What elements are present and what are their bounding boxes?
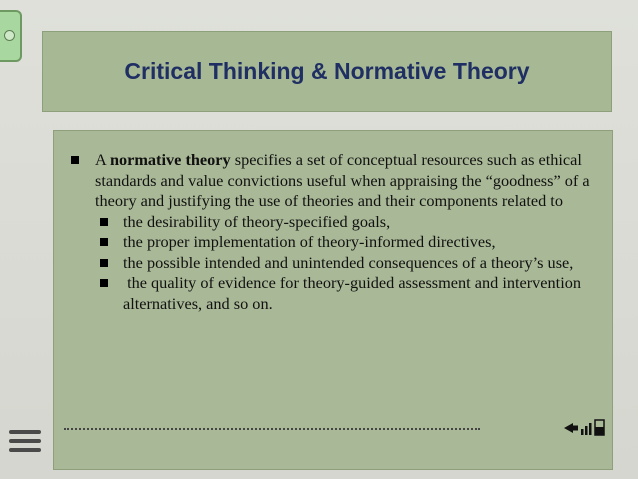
content-box	[53, 130, 613, 470]
square-bullet-icon	[100, 218, 108, 226]
hamburger-menu-icon[interactable]	[9, 430, 41, 460]
sub-bullet-item	[65, 253, 605, 274]
square-bullet-icon	[71, 156, 79, 164]
square-bullet-icon	[100, 259, 108, 267]
sub-bullet-text: the possible intended and unintended consequences of a theory’s use,	[123, 252, 574, 272]
sub-bullet-text: the proper implementation of theory-informed directives,	[123, 232, 496, 251]
sub-bullet-text: the desirability of theory-specified goals,	[123, 211, 391, 231]
circle-icon	[4, 30, 15, 41]
slide-title: Critical Thinking & Normative Theory	[124, 58, 530, 84]
square-bullet-icon	[100, 238, 108, 246]
intro-suffix: specifies a set of conceptual resources such as ethical standards and value convictions useful when appraising the “goodness” of a theory and justifying the use of theories and their components related to	[95, 150, 590, 210]
sub-bullet-item	[65, 273, 605, 314]
bullet-item-main	[65, 150, 605, 212]
sub-bullet-text: the quality of evidence for theory-guided assessment and intervention alternatives, and so on.	[123, 273, 586, 313]
intro-bold-term: normative theory	[109, 150, 231, 169]
sub-bullet-item	[65, 212, 605, 233]
corner-tab[interactable]	[0, 10, 22, 62]
intro-prefix: A	[95, 150, 110, 169]
dotted-divider	[64, 428, 480, 430]
bullet-list	[65, 150, 605, 314]
menu-line	[9, 448, 41, 452]
sub-bullet-item	[65, 232, 605, 253]
menu-line	[9, 430, 41, 434]
title-box	[42, 31, 612, 112]
square-bullet-icon	[100, 279, 108, 287]
menu-line	[9, 439, 41, 443]
nav-controls-icon[interactable]	[564, 418, 606, 438]
